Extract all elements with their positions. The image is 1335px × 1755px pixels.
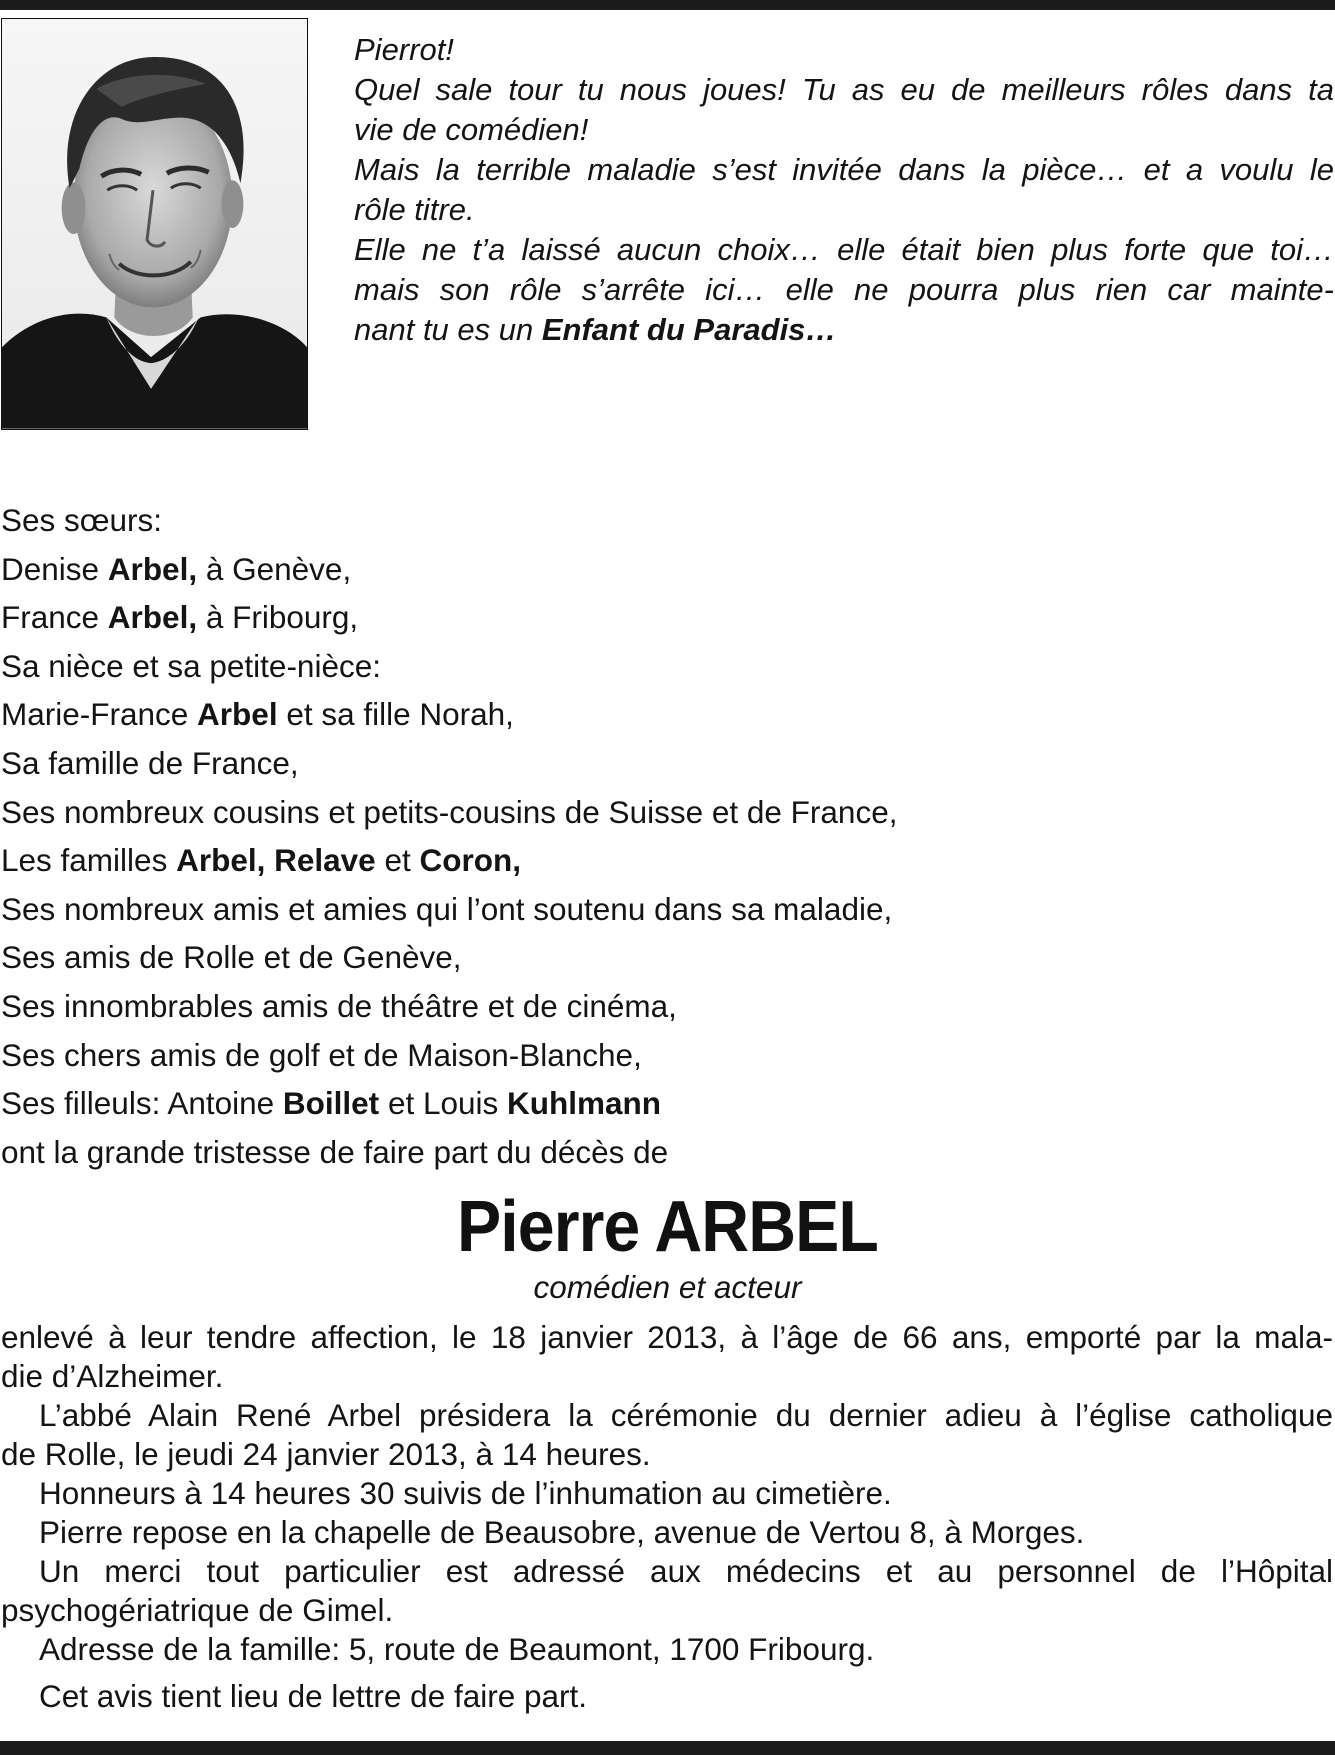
death-line: enlevé à leur tendre affection, le 18 janvier 2013, à l’âge de 66 ans, emporté par la mala- [1, 1319, 1333, 1355]
sisters-heading: Ses sœurs: [1, 502, 163, 538]
first-name: Marie-France [1, 696, 198, 733]
sister-line [1, 545, 1331, 594]
last-name: Arbel, [107, 550, 198, 587]
niece-heading: Sa nièce et sa petite-nièce: [1, 647, 381, 684]
portrait-illustration [2, 19, 307, 429]
poem-line: vie de comédien! [354, 112, 589, 147]
bottom-rule [0, 1741, 1335, 1755]
family-names: Arbel, Relave [176, 842, 376, 879]
poem-last-prefix: nant tu es un [354, 312, 542, 347]
last-name: Arbel, [107, 599, 198, 636]
poem-line: Quel sale tour tu nous joues! Tu as eu de meilleurs rôles dans ta [354, 72, 1334, 107]
family-list [1, 496, 1331, 1176]
friends-illness-line: Ses nombreux amis et amies qui l’ont soutenu dans sa maladie, [1, 890, 893, 927]
last-name: Arbel [197, 696, 278, 733]
poem-line: mais son rôle s’arrête ici… elle ne pourra plus rien car mainte- [354, 272, 1334, 307]
death-line: die d’Alzheimer. [1, 1358, 224, 1394]
poem-last-line [354, 310, 1334, 350]
cousins-line: Ses nombreux cousins et petits-cousins de Suisse et de France, [1, 793, 898, 830]
deceased-profession: comédien et acteur [533, 1269, 802, 1305]
thanks-line: Un merci tout particulier est adressé aux médecins et au personnel de l’Hôpital [39, 1553, 1333, 1589]
france-family-line: Sa famille de France, [1, 744, 299, 781]
first-name: France [1, 599, 108, 636]
poem-enfant-du-paradis: Enfant du Paradis… [541, 312, 837, 347]
rest: et sa fille Norah, [277, 696, 514, 733]
deceased-name: Pierre ARBEL [457, 1187, 878, 1267]
first-name: Denise [1, 550, 108, 587]
poem-tribute [354, 30, 1334, 350]
portrait-photo [1, 18, 308, 430]
ceremony-line: de Rolle, le jeudi 24 janvier 2013, à 14 heures. [1, 1436, 651, 1472]
godchildren-line [1, 1079, 1331, 1128]
niece-line [1, 690, 1331, 739]
friends-golf-line: Ses chers amis de golf et de Maison-Blanche, [1, 1036, 642, 1073]
sister-line [1, 593, 1331, 642]
address-line: Adresse de la famille: 5, route de Beaumont, 1700 Fribourg. [39, 1631, 875, 1667]
connector: et [375, 842, 420, 879]
godchild-name: Kuhlmann [507, 1085, 662, 1122]
poem-line: Elle ne t’a laissé aucun choix… elle était bien plus forte que toi… [354, 232, 1334, 267]
godchild-name: Boillet [282, 1085, 380, 1122]
godchildren-prefix: Ses filleuls: Antoine [1, 1085, 283, 1122]
families-line [1, 836, 1331, 885]
friends-theatre-line: Ses innombrables amis de théâtre et de cinéma, [1, 987, 677, 1024]
families-prefix: Les familles [1, 842, 177, 879]
announcement-line: ont la grande tristesse de faire part du décès de [1, 1133, 669, 1170]
ceremony-line: L’abbé Alain René Arbel présidera la cérémonie du dernier adieu à l’église catholique [39, 1397, 1333, 1433]
poem-line: Mais la terrible maladie s’est invitée dans la pièce… et a voulu le [354, 152, 1334, 187]
obituary-details [1, 1318, 1333, 1716]
thanks-line: psychogériatrique de Gimel. [1, 1592, 394, 1628]
place: à Genève, [197, 550, 352, 587]
honours-line: Honneurs à 14 heures 30 suivis de l’inhumation au cimetière. [39, 1475, 892, 1511]
family-name-last: Coron, [419, 842, 521, 879]
friends-rolle-line: Ses amis de Rolle et de Genève, [1, 939, 462, 976]
rest-place-line: Pierre repose en la chapelle de Beausobre, avenue de Vertou 8, à Morges. [39, 1514, 1085, 1550]
closing-line: Cet avis tient lieu de lettre de faire part. [39, 1678, 588, 1714]
poem-line: Pierrot! [354, 32, 454, 67]
place: à Fribourg, [197, 599, 359, 636]
top-rule [0, 0, 1335, 10]
connector: et Louis [379, 1085, 508, 1122]
poem-line: rôle titre. [354, 192, 475, 227]
